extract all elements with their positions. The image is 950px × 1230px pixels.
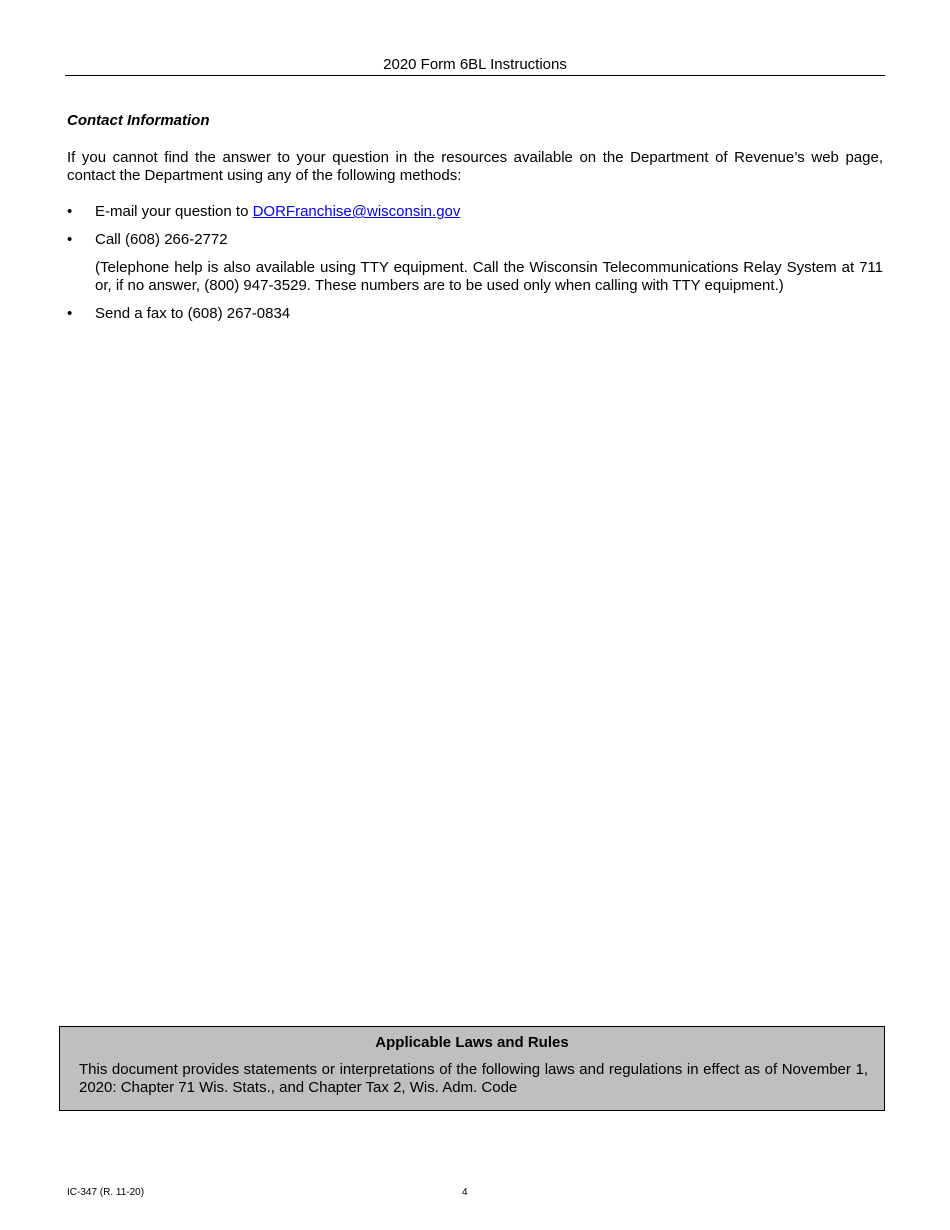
laws-box-title: Applicable Laws and Rules: [375, 1034, 569, 1051]
tty-note: (Telephone help is also available using TTY equipment. Call the Wisconsin Telecommunications Relay System at 711 or, if no answer, (800) 947-3529. These numbers are to be used only when calling with TTY equipment.): [95, 259, 883, 294]
applicable-laws-box: [59, 1026, 885, 1111]
bullet-icon: •: [67, 231, 73, 248]
email-prefix-text: E-mail your question to: [95, 203, 253, 220]
section-heading: Contact Information: [67, 112, 210, 129]
list-item-fax: [67, 305, 883, 323]
footer-form-code: IC-347 (R. 11-20): [67, 1187, 145, 1198]
bullet-icon: •: [67, 203, 73, 220]
intro-paragraph: If you cannot find the answer to your question in the resources available on the Department of Revenue’s web page, contact the Department using any of the following methods:: [67, 149, 883, 184]
laws-box-text: This document provides statements or interpretations of the following laws and regulations in effect as of November 1, 2020: Chapter 71 Wis. Stats., and Chapter Tax 2, Wis. Adm. Code: [79, 1061, 868, 1096]
page-header-title: 2020 Form 6BL Instructions: [383, 56, 567, 73]
email-link[interactable]: DORFranchise@wisconsin.gov: [252, 203, 461, 220]
list-item-call: [67, 231, 883, 295]
list-item-email: [67, 203, 883, 221]
bullet-icon: •: [67, 305, 73, 322]
footer-page-number: 4: [462, 1187, 468, 1198]
fax-text: Send a fax to (608) 267-0834: [95, 305, 291, 322]
header-divider: [65, 75, 885, 76]
contact-methods-list: [67, 203, 883, 333]
call-text: Call (608) 266-2772: [95, 231, 228, 248]
